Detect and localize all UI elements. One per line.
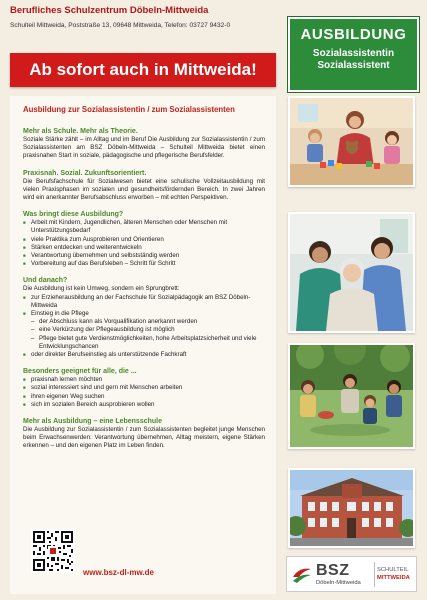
list-item: ■ praxisnah lernen möchten (23, 376, 265, 384)
section-heading: Praxisnah. Sozial. Zukunftsorientiert. (23, 169, 147, 177)
section-practical (23, 169, 265, 203)
school-logo (286, 556, 417, 592)
list-item: ■ sozial interessiert sind und gern mit Menschen arbeiten (23, 384, 265, 392)
childcare-photo (288, 96, 415, 187)
section-heading: Und danach? (23, 277, 68, 285)
list-item: ■ Verantwortung übernehmen und selbstständig werden (23, 252, 265, 260)
section-benefits (23, 210, 265, 268)
program-line-1: Sozialassistentin (312, 48, 395, 59)
list-item: ■ sich im sozialen Bereich ausprobieren wollen (23, 401, 265, 409)
list-item: ■ ihren eigenen Weg suchen (23, 393, 265, 401)
sub-list-item: – der Abschluss kann als Vorqualifikation anerkannt werden (23, 318, 265, 326)
caregiving-photo (288, 212, 415, 333)
section-heading: Besonders geeignet für alle, die ... (23, 368, 137, 376)
content-panel (10, 96, 276, 594)
section-heading: Mehr als Ausbildung – eine Lebensschule (23, 418, 162, 426)
program-title: AUSBILDUNG (300, 26, 407, 43)
section-more-than-school (23, 127, 265, 161)
list-item: ■ Einstieg in die Pflege (23, 310, 265, 318)
section-heading: Was bringt diese Ausbildung? (23, 211, 124, 219)
logo-tag-line-2: MITTWEIDA (377, 575, 410, 581)
main-heading: Ausbildung zur Sozialassistentin / zum Sozialassistenten (23, 105, 235, 114)
program-box (288, 17, 419, 92)
list-item: ■ Vorbereitung auf das Berufsleben – Schritt für Schritt (23, 260, 265, 268)
list-item: ■ viele Praktika zum Ausprobieren und Orientieren (23, 236, 265, 244)
sub-list-item: – Pflege bietet gute Verdienstmöglichkeiten, hohe Arbeitsplatzsicherheit und viele Entwicklungschancen (23, 335, 265, 351)
section-intro: Die Ausbildung ist kein Umweg, sondern ein Sprungbrett: (23, 285, 180, 293)
group-photo (288, 343, 415, 449)
career-list (23, 294, 265, 360)
section-suited-for (23, 367, 265, 409)
building-photo (288, 468, 415, 548)
program-subtitle (290, 48, 417, 71)
bsz-logo-icon (291, 563, 313, 585)
qr-code-icon[interactable] (31, 529, 75, 573)
website-link[interactable]: www.bsz-dl-mw.de (83, 568, 154, 577)
benefits-list (23, 219, 265, 268)
list-item: ■ oder direkter Berufseinstieg als unterstützende Fachkraft (23, 351, 265, 359)
org-address: Schulteil Mittweida, Poststraße 13, 09648 Mittweida, Telefon: 03727 9432-0 (10, 22, 231, 29)
list-item: ■ Stärken entdecken und weiterentwickeln (23, 244, 265, 252)
section-after (23, 276, 265, 359)
section-life-school (23, 417, 265, 451)
banner-text: Ab sofort auch in Mittweida! (29, 60, 257, 79)
section-text: Soziale Stärke zählt – im Alltag und im Beruf Die Ausbildung zur Sozialassistentin / zum Sozialassistenten am BSZ Döbeln-Mittweida – Schulteil Mittweida bietet einen praxisnahen Start in soziale, pädagogische und pflegerische Berufsfelder. (23, 136, 265, 160)
section-text: Die Berufsfachschule für Sozialwesen bietet eine schulische Vollzeitausbildung mit vielen Praxisphasen im sozialen und gesundheitsfördernden Bereich. In zwei Jahren wird ein anerkannter Berufsabschluss erworben – mit echten Perspektiven. (23, 177, 265, 202)
banner (10, 53, 276, 87)
suited-list (23, 376, 265, 409)
logo-name: BSZ (316, 562, 350, 579)
org-name: Berufliches Schulzentrum Döbeln-Mittweida (10, 5, 209, 16)
logo-divider (374, 562, 375, 587)
section-heading: Mehr als Schule. Mehr als Theorie. (23, 128, 138, 135)
logo-tag-line-1: SCHULTEIL (377, 567, 409, 573)
program-line-2: Sozialassistent (317, 59, 390, 71)
sub-list-item: – eine Verkürzung der Pflegeausbildung ist möglich (23, 326, 265, 334)
list-item: ■ zur Erzieherausbildung an der Fachschule für Sozialpädagogik am BSZ Döbeln-Mittweida (23, 294, 265, 310)
list-item: ■ Arbeit mit Kindern, Jugendlichen, älteren Menschen oder Menschen mit Unterstützungsbedarf (23, 219, 265, 235)
section-text: Die Ausbildung zur Sozialassistentin / zum Sozialassistenten begleitet junge Menschen beim Erwachsenwerden: Verantwortung übernehmen, Alltag meistern, eigene Stärken erkennen – und den eigenen Platz im Leben finden. (23, 426, 265, 450)
logo-city: Döbeln-Mittweida (316, 580, 361, 586)
